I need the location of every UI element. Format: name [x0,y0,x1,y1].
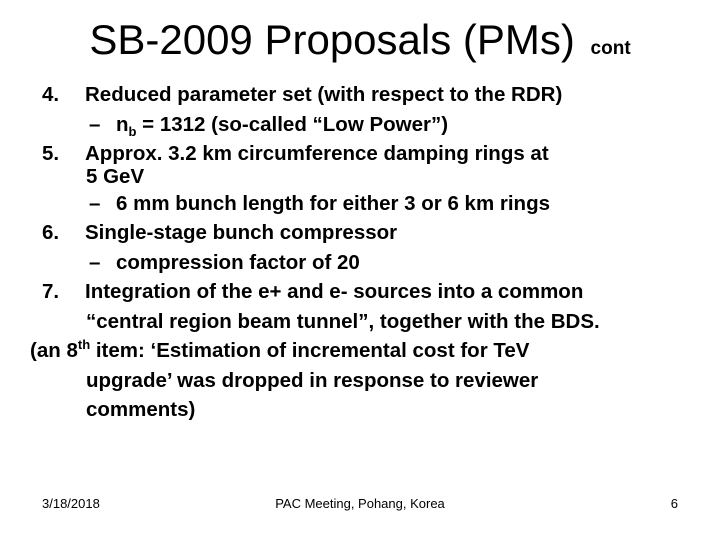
item-number: 7. [42,280,60,303]
item-text: Approx. 3.2 km circumference damping rings at [85,142,549,165]
note-text: comments) [86,398,196,421]
item-number: 4. [42,83,60,106]
note-item [30,336,710,366]
item-number: 6. [42,221,60,244]
sub-item [30,110,710,140]
note-text: upgrade’ was dropped in response to reviewer [86,368,539,392]
sub-item [30,248,710,278]
item-text: “central region beam tunnel”, together with the BDS. [86,309,600,333]
sub-item-text: 6 mm bunch length for either 3 or 6 km rings [116,191,550,215]
item-text: 5 GeV [86,164,145,188]
list-item [30,277,710,307]
sub-item [30,189,710,219]
note-continuation [30,395,710,425]
list-item [30,80,710,110]
dash-bullet: – [89,112,101,136]
dash-bullet: – [89,250,101,274]
note-text: (an 8th item: ‘Estimation of incremental cost for TeV [30,337,530,362]
item-text: Reduced parameter set (with respect to the RDR) [85,83,563,106]
title-main: SB-2009 Proposals (PMs) [89,16,575,63]
slide-title [0,14,720,75]
item-text: Single-stage bunch compressor [85,221,398,244]
item-continuation [30,307,710,337]
slide-body [30,80,710,425]
footer-page-number: 6 [670,496,678,511]
footer-date: 3/18/2018 [42,496,100,511]
dash-bullet: – [89,191,101,215]
list-item [30,218,710,248]
item-text: Integration of the e+ and e- sources into a common [85,280,584,303]
sub-item-text: compression factor of 20 [116,250,360,274]
title-suffix: cont [590,38,631,59]
item-number: 5. [42,142,60,165]
note-continuation [30,366,710,396]
footer-event: PAC Meeting, Pohang, Korea [275,496,445,511]
sub-item-text: $n_b = 1312$ (so-called “Low Power”) [116,112,449,139]
item-continuation [30,165,710,189]
